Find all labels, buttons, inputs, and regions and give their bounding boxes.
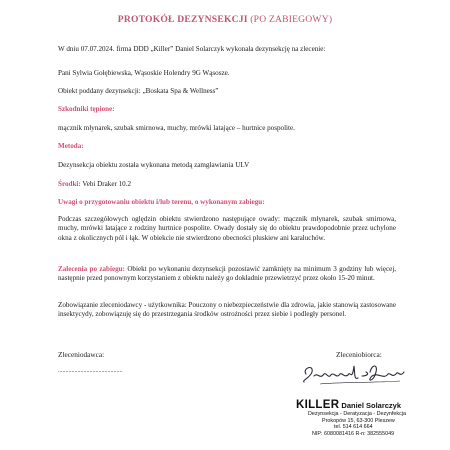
stamp-line-4: NIP: 6080081416 R-n: 382555049 — [312, 430, 395, 437]
client-signature-label: Zleceniodawca: — [58, 350, 105, 359]
pests-label: Szkodniki tępione: — [58, 105, 115, 113]
obligation-text: Zobowiązanie zleceniodawcy - użytkownika: Pouczony o niebezpieczeństwie dla zdrowia, jakie stanowią zastosowane insektycydy, zobowiązuję się do przestrzegania środków ostrożności przez siebie i podległy personel. — [58, 301, 396, 319]
stamp-brand-line — [296, 399, 446, 411]
remarks-text: Podczas szczegółowych oględzin obiektu stwierdzono następujące owady: mącznik młynarek, szubak smirnowa, muchy, mrówki latające z rodziny hurtnice pospolite. Owady dostały się do obiektu prawdopodobnie przez uchylone okna z okolicznych pól i łąk. W obiekcie nie stwierdzono obecności pluskiew ani karaluchów. — [58, 215, 396, 242]
company-stamp — [296, 399, 446, 437]
recommend-text: Obiekt po wykonaniu dezynsekcji pozostawić zamknięty na minimum 3 godziny lub więcej, następnie przed ponownym korzystaniem z obiektu należy go dokładnie przewietrzyć przez około 15-20 minut. — [58, 265, 397, 283]
title-main: PROTOKÓŁ DEZYNSEKCJI — [117, 14, 248, 25]
agents-text: Vebi Draker 10.2 — [80, 180, 132, 188]
stamp-line-2: Prokopów 15, 63-300 Pleszew — [322, 417, 395, 424]
title-sub: (PO ZABIEGOWY) — [250, 14, 333, 25]
client-signature-line: ........................................... — [58, 368, 123, 374]
agents-label: Środki: — [58, 180, 81, 188]
stamp-line-1: Dezynsekcja - Deratyzacja - Dezynfekcja — [308, 411, 406, 417]
object-text: Obiekt poddany dezynsekcji: „Boskata Spa & Wellness” — [58, 87, 219, 95]
handwritten-signature — [300, 360, 410, 388]
remarks-label: Uwagi o przygotowaniu obiektu i/lub terenu, o wykonanym zabiegu: — [58, 198, 265, 206]
pests-text: mącznik młynarek, szubak smirnowa, muchy, mrówki latające – hurtnice pospolite. — [58, 124, 295, 132]
stamp-name: Daniel Solarczyk — [339, 401, 402, 410]
method-label: Metoda: — [58, 142, 84, 150]
stamp-brand: KILLER — [296, 399, 340, 411]
receiver-signature-label: Zleceniobiorca: — [336, 350, 382, 359]
document-title — [0, 14, 450, 25]
stamp-line-3: tel. 514 614 664 — [334, 424, 373, 431]
recommend-paragraph — [58, 265, 396, 284]
method-text: Dezynsekcja obiektu została wykonana metodą zamgławiania ULV — [58, 161, 250, 169]
client-text: Pani Sylwia Gołębiewska, Wąsoskie Holendry 9G Wąsosze. — [58, 69, 230, 77]
recommend-label: Zalecenia po zabiegu: — [58, 265, 125, 273]
intro-text: W dniu 07.07.2024. firma DDD „Killer” Daniel Solarczyk wykonała dezynsekcję na zlecenie: — [58, 45, 326, 53]
agents-line — [58, 180, 396, 189]
